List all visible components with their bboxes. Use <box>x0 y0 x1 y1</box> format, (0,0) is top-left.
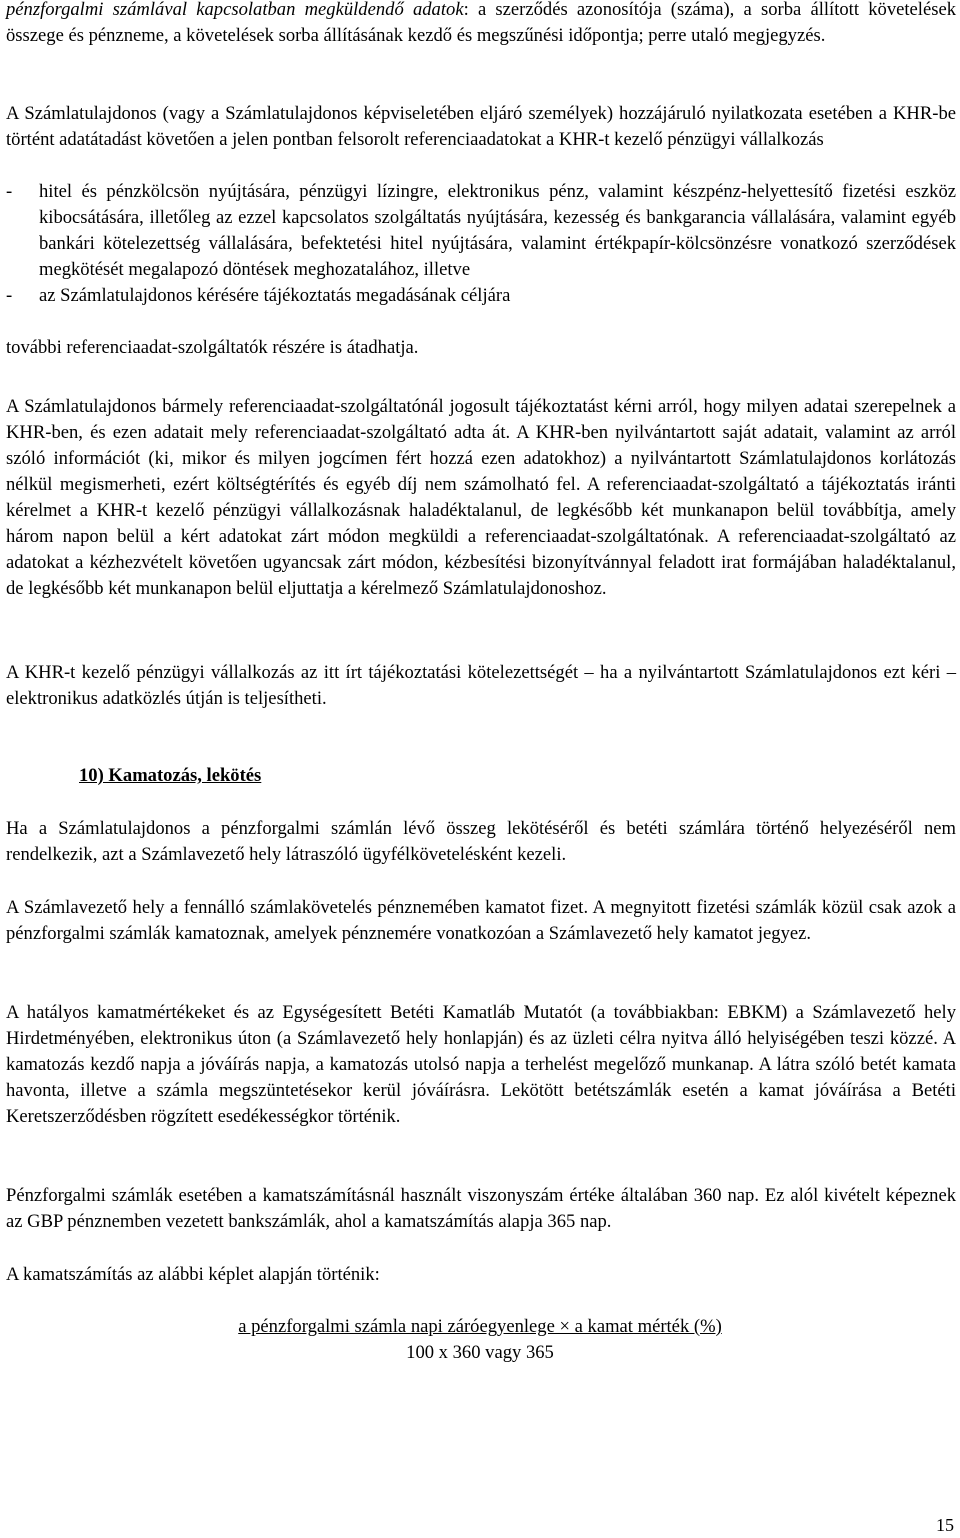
consent-list <box>6 179 956 309</box>
formula-numerator-text: a pénzforgalmi számla napi záróegyenlege × a kamat mérték (%) <box>238 1316 722 1337</box>
list-item <box>6 283 956 309</box>
section-heading: 10) Kamatozás, lekötés <box>79 765 262 786</box>
section-paragraph: Ha a Számlatulajdonos a pénzforgalmi számlán lévő összeg lekötéséről és betéti számlára történő helyezéséről nem rendelkezik, azt a Számlavezető hely látraszóló ügyfélkövetelésként kezeli. <box>6 818 956 865</box>
section-paragraph: A hatályos kamatmértékeket és az Egységesített Betéti Kamatláb Mutatót (a továbbiakban: EBKM) a Számlavezető hely Hirdetményében, elektronikus úton (a Számlavezető hely honlapján) és az üzleti célra nyitva álló helyiségében teszi közzé. A kamatozás kezdő napja a jóváírás napja, a kamatozás utolsó napja a terhelést megelőző munkanap. A látra szóló betét kamata havonta, illetve a számla megszüntetésekor kerül jóváírásra. Lekötött betétszámlák esetén a kamat jóváírása a Betéti Keretszerződésben rögzített esedékességkor történik. <box>6 1002 956 1127</box>
list-dash: - <box>6 285 13 306</box>
section-paragraph: Pénzforgalmi számlák esetében a kamatszámításnál használt viszonyszám értéke általában 360 nap. Ez alól kivételt képeznek az GBP pénznemben vezetett bankszámlák, ahol a kamatszámítás alapja 365 nap. <box>6 1185 956 1232</box>
intro-paragraph <box>6 0 956 49</box>
formula-denominator: 100 x 360 vagy 365 <box>406 1342 554 1363</box>
list-item <box>6 179 956 283</box>
list-item-text: az Számlatulajdonos kérésére tájékoztatás megadásának céljára <box>39 285 511 306</box>
formula-numerator <box>0 1314 960 1340</box>
consent-tail: további referenciaadat-szolgáltatók részére is átadhatja. <box>6 337 419 358</box>
intro-text: : a szerződés azonosítója (száma), a sorba állított követelések összege és pénzneme, a követelések sorba állításának kezdő és megszűnési időpontja; perre utaló megjegyzés. <box>6 0 956 46</box>
list-dash: - <box>6 181 13 202</box>
page-number: 15 <box>936 1515 954 1535</box>
rights-paragraph-1: A Számlatulajdonos bármely referenciaadat-szolgáltatónál jogosult tájékoztatást kérni arról, hogy milyen adatai szerepelnek a KHR-ben, és ezen adatait mely referenciaadat-szolgáltató adta át. A KHR-ben nyilvántartott saját adatait, valamint az arról szóló információt (ki, mikor és milyen jogcímen fért hozzá ezen adatokhoz) a nyilvántartott Számlatulajdonos korlátozás nélkül megismerheti, ezért költségtérítés és egyéb díj nem számolható fel. A referenciaadat-szolgáltató a tájékoztatás iránti kérelmet a KHR-t kezelő pénzügyi vállalkozásnak haladéktalanul, de legkésőbb két munkanapon belül továbbítja, amely három napon belül a kért adatokat zárt módon megküldi a referenciaadat-szolgáltatónak. A referenciaadat-szolgáltató az adatokat a kézhezvételt követően ugyancsak zárt módon, kézbesítési bizonyítvánnyal feladott irat formájában haladéktalanul, de legkésőbb két munkanapon belül eljuttatja a kérelmező Számlatulajdonoshoz. <box>6 396 956 599</box>
intro-label: pénzforgalmi számlával kapcsolatban megküldendő adatok <box>6 0 464 20</box>
rights-paragraph-2: A KHR-t kezelő pénzügyi vállalkozás az itt írt tájékoztatási kötelezettségét – ha a nyilvántartott Számlatulajdonos ezt kéri – elektronikus adatközlés útján is teljesítheti. <box>6 662 956 709</box>
section-paragraph: A kamatszámítás az alábbi képlet alapján történik: <box>6 1264 380 1285</box>
list-item-text: hitel és pénzkölcsön nyújtására, pénzügyi lízingre, elektronikus pénz, valamint készpénz-helyettesítő fizetési eszköz kibocsátására, illetőleg az ezzel kapcsolatos szolgáltatás nyújtására, kezesség és bankgarancia vállalására, valamint egyéb bankári kötelezettség vállalására, befektetési hitel nyújtására, valamint értékpapír-kölcsönzésre vonatkozó szerződések megkötését megalapozó döntések meghozatalához, illetve <box>39 181 956 280</box>
section-paragraph: A Számlavezető hely a fennálló számlakövetelés pénznemében kamatot fizet. A megnyitott fizetési számlák közül csak azok a pénzforgalmi számlák kamatoznak, amelyek pénznemére vonatkozóan a Számlavezető hely kamatot jegyez. <box>6 897 956 944</box>
consent-lead: A Számlatulajdonos (vagy a Számlatulajdonos képviseletében eljáró személyek) hozzájáruló nyilatkozata esetében a KHR-be történt adatátadást követően a jelen pontban felsorolt referenciaadatokat a KHR-t kezelő pénzügyi vállalkozás <box>6 103 956 150</box>
